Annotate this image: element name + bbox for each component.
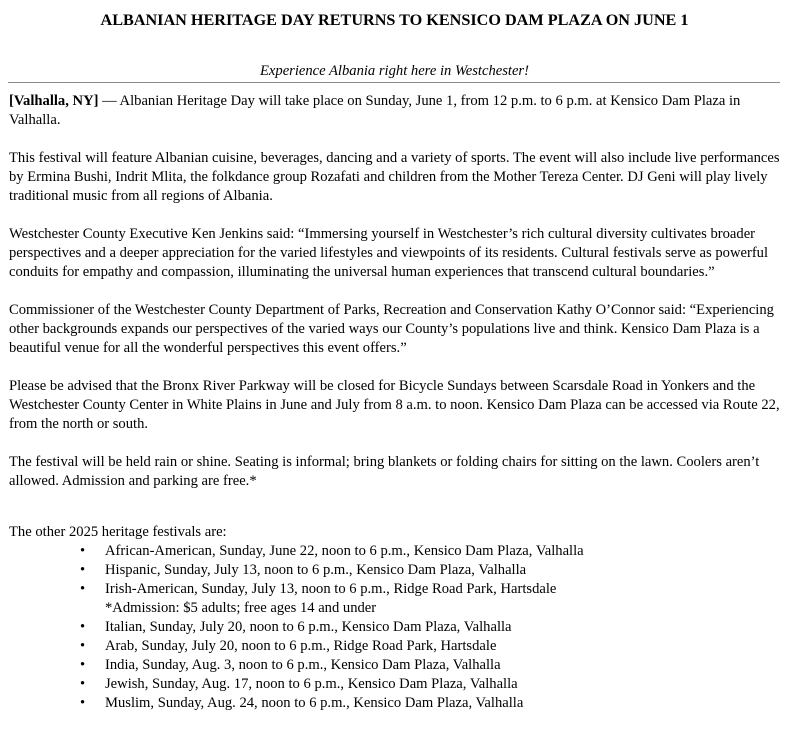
bullet-icon: • — [80, 638, 86, 654]
bullet-icon: • — [80, 619, 86, 635]
header-divider — [8, 82, 780, 83]
festival-list — [9, 542, 781, 713]
article-body — [9, 92, 781, 713]
bullet-icon: • — [80, 581, 86, 597]
list-item: • Irish-American, Sunday, July 13, noon to 6 p.m., Ridge Road Park, Hartsdale — [80, 581, 557, 597]
paragraph-intro — [9, 92, 781, 130]
list-item: • Jewish, Sunday, Aug. 17, noon to 6 p.m., Kensico Dam Plaza, Valhalla — [80, 676, 518, 692]
paragraph-executive-quote: Westchester County Executive Ken Jenkins said: “Immersing yourself in Westchester’s rich cultural diversity cultivates broader perspectives and a deeper appreciation for the varied lifestyles and viewpoints of its residents. Cultural festivals serve as powerful conduits for empathy and compassion, illuminating the universal human experiences that transcend cultural boundaries.” — [9, 226, 769, 280]
festival-list-intro: The other 2025 heritage festivals are: — [9, 524, 227, 540]
list-item: • Italian, Sunday, July 20, noon to 6 p.m., Kensico Dam Plaza, Valhalla — [80, 619, 512, 635]
bullet-icon: • — [80, 657, 86, 673]
paragraph-road-closure: Please be advised that the Bronx River Parkway will be closed for Bicycle Sundays between Scarsdale Road in Yonkers and the Westchester County Center in White Plains in June and July from 8 a.m. to noon. Kensico Dam Plaza can be accessed via Route 22, from the north or south. — [9, 378, 780, 432]
list-item: • Hispanic, Sunday, July 13, noon to 6 p.m., Kensico Dam Plaza, Valhalla — [80, 562, 527, 578]
bullet-icon: • — [80, 695, 86, 711]
list-item: • Muslim, Sunday, Aug. 24, noon to 6 p.m., Kensico Dam Plaza, Valhalla — [80, 695, 524, 711]
list-item: • Arab, Sunday, July 20, noon to 6 p.m., Ridge Road Park, Hartsdale — [80, 638, 497, 654]
page-subtitle: Experience Albania right here in Westchester! — [260, 63, 529, 79]
bullet-icon: • — [80, 676, 86, 692]
paragraph-logistics: The festival will be held rain or shine. Seating is informal; bring blankets or folding chairs for sitting on the lawn. Coolers aren’t allowed. Admission and parking are free.* — [9, 454, 760, 489]
intro-text: — Albanian Heritage Day will take place on Sunday, June 1, from 12 p.m. to 6 p.m. at Kensico Dam Plaza in Valhalla. — [9, 93, 741, 128]
paragraph-commissioner-quote: Commissioner of the Westchester County Department of Parks, Recreation and Conservation Kathy O’Connor said: “Experiencing other backgrounds expands our perspectives of the varied ways our County’s populations live and think. Kensico Dam Plaza is a beautiful venue for all the wonderful perspectives this event offers.” — [9, 302, 774, 356]
bullet-icon: • — [80, 543, 86, 559]
page-title: ALBANIAN HERITAGE DAY RETURNS TO KENSICO DAM PLAZA ON JUNE 1 — [100, 11, 689, 29]
paragraph-features: This festival will feature Albanian cuisine, beverages, dancing and a variety of sports. The event will also include live performances by Ermina Bushi, Indrit Mlita, the folkdance group Rozafati and children from the Mother Tereza Center. DJ Geni will play lively traditional music from all regions of Albania. — [9, 150, 780, 204]
bullet-icon: • — [80, 562, 86, 578]
admission-note: *Admission: $5 adults; free ages 14 and under — [105, 600, 377, 616]
admission-note-row — [9, 599, 781, 618]
dateline: [Valhalla, NY] — [9, 93, 99, 109]
list-item: • India, Sunday, Aug. 3, noon to 6 p.m., Kensico Dam Plaza, Valhalla — [80, 657, 501, 673]
list-item: • African-American, Sunday, June 22, noon to 6 p.m., Kensico Dam Plaza, Valhalla — [80, 543, 584, 559]
